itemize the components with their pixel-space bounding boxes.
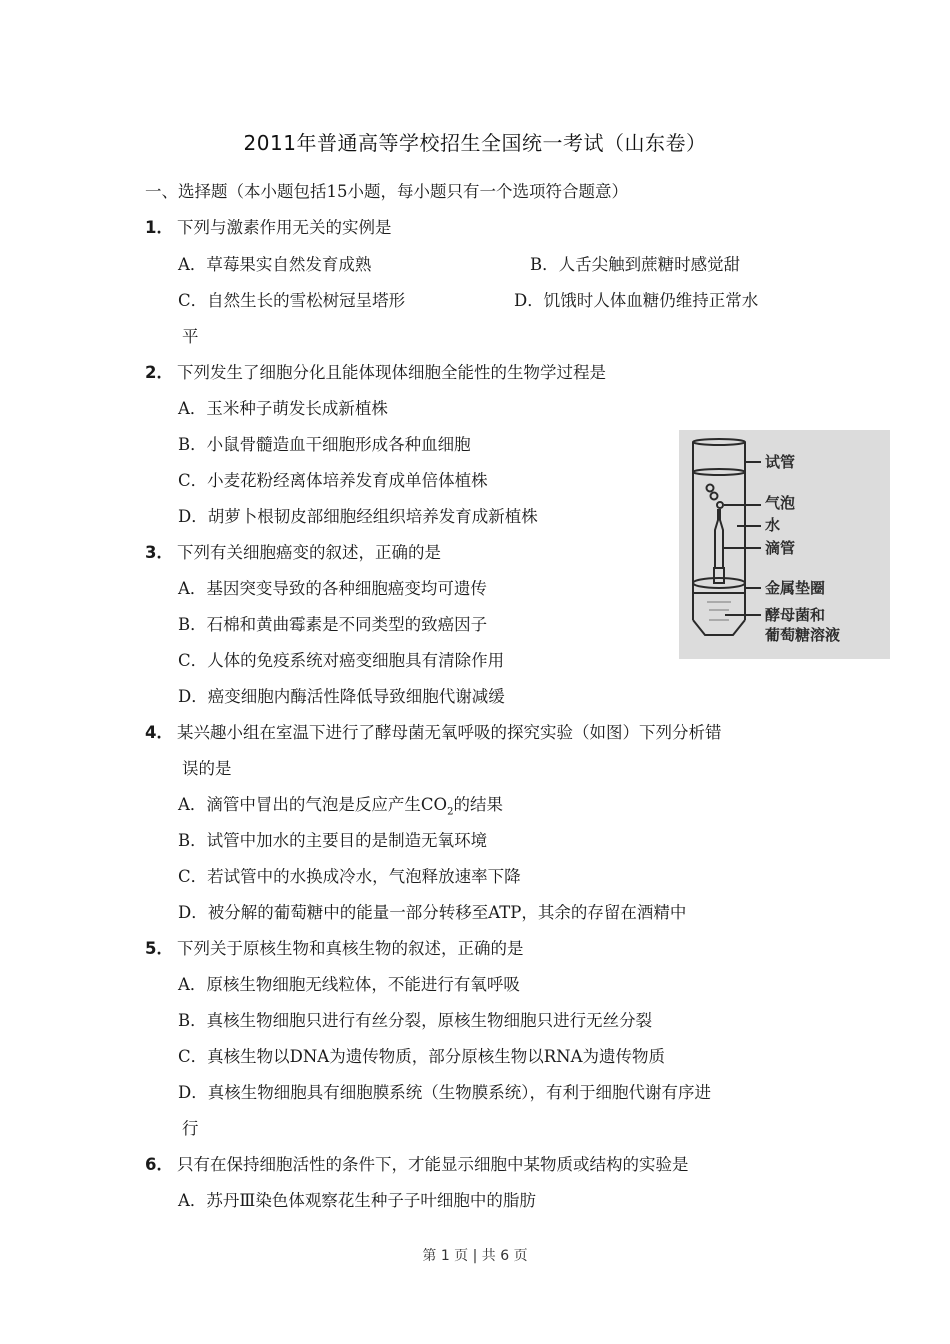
q2-option-a: A．玉米种子萌发长成新植株 — [178, 399, 388, 418]
question-number: 4． — [145, 723, 173, 742]
q5-option-a: A．原核生物细胞无线粒体，不能进行有氧呼吸 — [178, 975, 520, 994]
section-heading: 一、选择题（本小题包括15小题，每小题只有一个选项符合题意） — [145, 182, 628, 201]
label-metal-ring: 金属垫圈 — [765, 579, 826, 597]
q3-option-a: A．基因突变导致的各种细胞癌变均可遗传 — [178, 579, 487, 598]
q3-option-b: B．石棉和黄曲霉素是不同类型的致癌因子 — [178, 615, 488, 634]
question-number: 5． — [145, 939, 173, 958]
label-test-tube: 试管 — [765, 453, 796, 471]
q5-option-d-continuation: 行 — [182, 1119, 199, 1138]
label-yeast-solution-2: 葡萄糖溶液 — [765, 626, 841, 644]
question-stem: 下列发生了细胞分化且能体现体细胞全能性的生物学过程是 — [176, 363, 606, 382]
question-stem: 下列与激素作用无关的实例是 — [176, 218, 392, 237]
question-3 — [145, 542, 441, 564]
question-5 — [145, 938, 523, 960]
question-stem: 只有在保持细胞活性的条件下，才能显示细胞中某物质或结构的实验是 — [176, 1155, 689, 1174]
q2-option-d: D．胡萝卜根韧皮部细胞经组织培养发育成新植株 — [178, 507, 538, 526]
q1-option-c: C．自然生长的雪松树冠呈塔形 — [178, 291, 406, 310]
question-stem: 下列关于原核生物和真核生物的叙述，正确的是 — [176, 939, 524, 958]
label-dropper: 滴管 — [765, 539, 796, 557]
question-number: 2． — [145, 363, 173, 382]
question-4 — [145, 722, 721, 744]
q1-option-b: B．人舌尖触到蔗糖时感觉甜 — [530, 255, 741, 274]
question-2 — [145, 362, 606, 384]
q1-option-a: A．草莓果实自然发育成熟 — [178, 255, 372, 274]
option-text: A．滴管中冒出的气泡是反应产生CO — [178, 795, 448, 814]
question-number: 3． — [145, 543, 173, 562]
q4-option-d: D．被分解的葡萄糖中的能量一部分转移至ATP，其余的存留在酒精中 — [178, 903, 687, 922]
q5-option-d: D．真核生物细胞具有细胞膜系统（生物膜系统），有利于细胞代谢有序进 — [178, 1083, 711, 1102]
question-stem: 下列有关细胞癌变的叙述，正确的是 — [176, 543, 441, 562]
question-number: 6． — [145, 1155, 173, 1174]
q2-option-c: C．小麦花粉经离体培养发育成单倍体植株 — [178, 471, 488, 490]
question-6 — [145, 1154, 688, 1176]
q4-option-b: B．试管中加水的主要目的是制造无氧环境 — [178, 831, 488, 850]
q4-stem-continuation: 误的是 — [182, 759, 232, 778]
q3-option-c: C．人体的免疫系统对癌变细胞具有清除作用 — [178, 651, 505, 670]
q4-option-a — [178, 794, 503, 823]
page-footer: 第 1 页 | 共 6 页 — [422, 1248, 528, 1264]
question-stem: 某兴趣小组在室温下进行了酵母菌无氧呼吸的探究实验（如图）下列分析错 — [176, 723, 722, 742]
label-yeast-solution-1: 酵母菌和 — [765, 606, 826, 624]
experiment-figure — [679, 430, 890, 659]
q5-option-b: B．真核生物细胞只进行有丝分裂，原核生物细胞只进行无丝分裂 — [178, 1011, 653, 1030]
label-bubbles: 气泡 — [765, 494, 796, 512]
q1-option-d: D．饥饿时人体血糖仍维持正常水 — [514, 291, 759, 310]
question-number: 1． — [145, 218, 173, 237]
q5-option-c: C．真核生物以DNA为遗传物质，部分原核生物以RNA为遗传物质 — [178, 1047, 665, 1066]
question-1 — [145, 217, 391, 239]
subscript: 2 — [447, 806, 454, 818]
q6-option-a: A．苏丹Ⅲ染色体观察花生种子子叶细胞中的脂肪 — [178, 1191, 536, 1210]
option-text: 的结果 — [453, 795, 503, 814]
q4-option-c: C．若试管中的水换成冷水，气泡释放速率下降 — [178, 867, 521, 886]
q3-option-d: D．癌变细胞内酶活性降低导致细胞代谢减缓 — [178, 687, 505, 706]
q1-option-d-continuation: 平 — [182, 327, 199, 346]
label-water: 水 — [765, 516, 781, 534]
q2-option-b: B．小鼠骨髓造血干细胞形成各种血细胞 — [178, 435, 471, 454]
exam-title: 2011年普通高等学校招生全国统一考试（山东卷） — [243, 131, 707, 155]
